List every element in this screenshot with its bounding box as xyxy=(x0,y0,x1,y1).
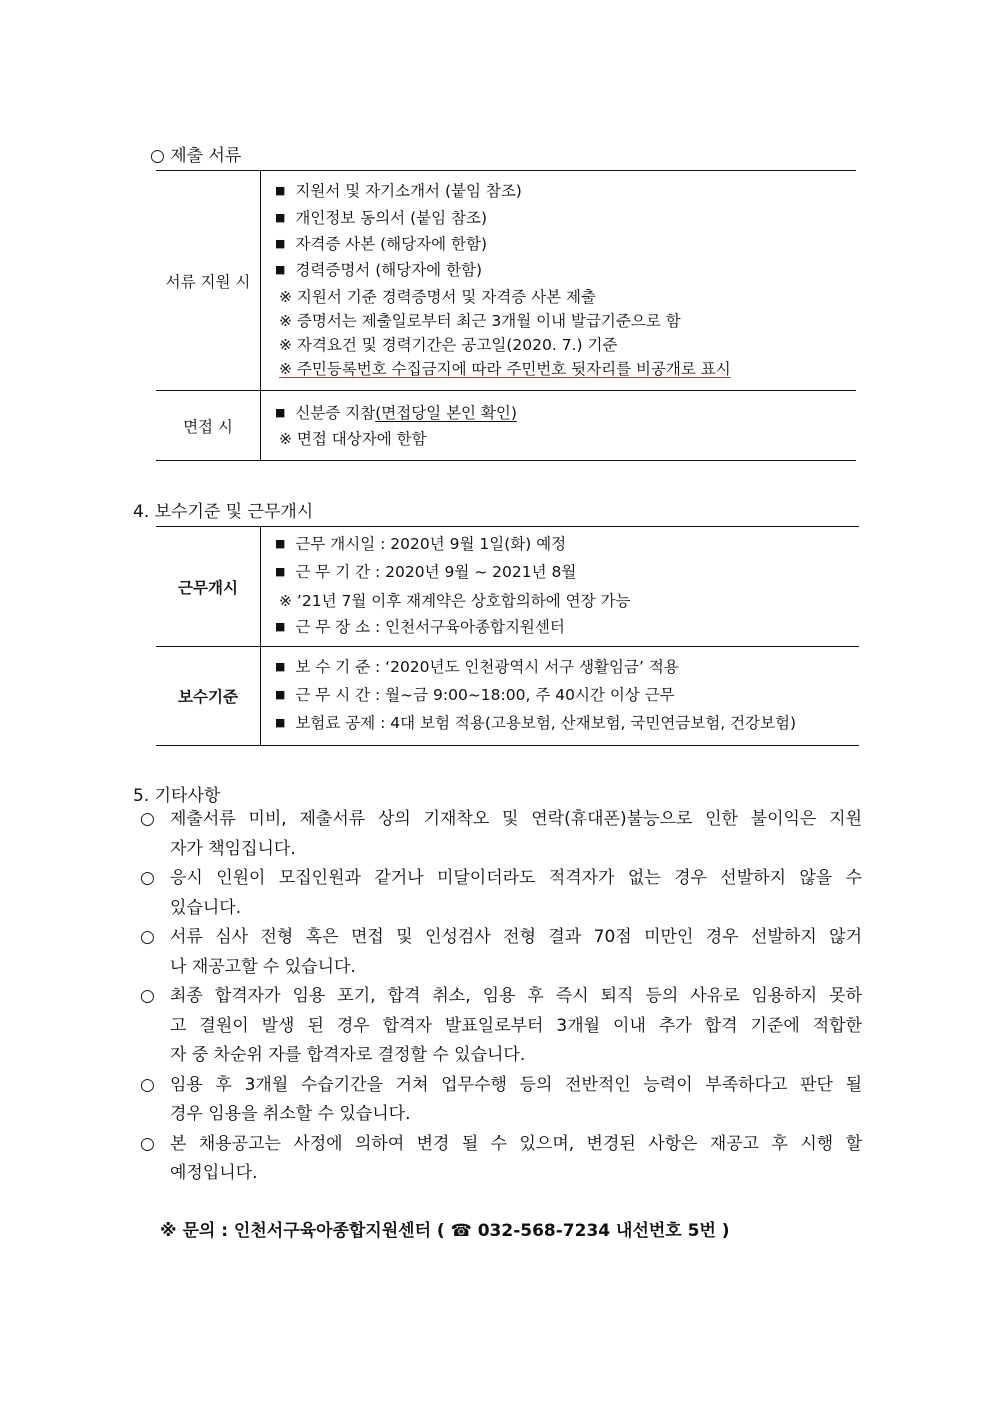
list-item: ■ 근 무 기 간 : 2020년 9월 ~ 2021년 8월 xyxy=(275,559,859,588)
list-item: ○ 제출서류 미비, 제출서류 상의 기재착오 및 연락(휴대폰)불능으로 인한 불이익은 지원 자가 책임집니다. xyxy=(140,805,862,864)
table-row xyxy=(156,391,856,461)
circle-marker: ○ xyxy=(140,1074,155,1095)
list-item: ■ 근 무 시 간 : 월~금 9:00~18:00, 주 40시간 이상 근무 xyxy=(275,682,859,710)
circle-marker: ○ xyxy=(140,927,155,947)
submission-heading: ○ 제출 서류 xyxy=(150,146,242,166)
list-item: ○ 임용 후 3개월 수습기간을 거쳐 업무수행 등의 전반적인 능력이 부족하다고 판단 될 경우 임용을 취소할 수 있습니다. xyxy=(140,1071,862,1130)
list-item: ■ 경력증명서 (해당자에 한함) xyxy=(275,258,856,284)
table-row xyxy=(156,527,859,647)
circle-marker: ○ xyxy=(140,1133,155,1154)
circle-marker: ○ xyxy=(140,809,155,829)
circle-marker: ○ xyxy=(140,986,155,1006)
note-item: ※ 자격요건 및 경력기간은 공고일(2020. 7.) 기준 xyxy=(279,336,618,355)
privacy-note: ※ 주민등록번호 수집금지에 따라 주민번호 뒷자리를 비공개로 표시 xyxy=(279,360,731,379)
list-item: ○ 응시 인원이 모집인원과 같거나 미달이더라도 적격자가 없는 경우 선발하지 않을 수 있습니다. xyxy=(140,864,862,923)
table-row xyxy=(156,647,859,746)
row-content xyxy=(261,647,860,746)
phone-icon: ☎ xyxy=(450,1221,472,1241)
list-item: ■ 보험료 공제 : 4대 보험 적용(고용보험, 산재보험, 국민연금보험, 건강보험) xyxy=(275,710,859,738)
row-content xyxy=(261,527,860,647)
contact-line: ※ 문의 : 인천서구육아종합지원센터 ( ☎ 032-568-7234 내선번호 5번 ) xyxy=(160,1221,730,1241)
other-items-list xyxy=(140,805,862,1189)
list-item: ■ 근무 개시일 : 2020년 9월 1일(화) 예정 xyxy=(275,531,859,560)
row-label: 서류 지원 시 xyxy=(156,171,261,391)
circle-marker: ○ xyxy=(140,868,155,888)
list-item: ○ 최종 합격자가 임용 포기, 합격 취소, 임용 후 즉시 퇴직 등의 사유로 임용하지 못하 고 결원이 발생 된 경우 합격자 발표일로부터 3개월 이내 추가 합격 기준에 적합한 자 중 차순위 자를 합격자로 결정할 수 있습니다. xyxy=(140,982,862,1071)
list-item: ■ 신분증 지참(면접당일 본인 확인) xyxy=(275,401,856,427)
row-label: 근무개시 xyxy=(156,527,261,647)
row-content xyxy=(261,171,857,391)
list-item: ○ 서류 심사 전형 혹은 면접 및 인성검사 전형 결과 70점 미만인 경우 선발하지 않거 나 재공고할 수 있습니다. xyxy=(140,923,862,982)
list-item: ○ 본 채용공고는 사정에 의하여 변경 될 수 있으며, 변경된 사항은 재공고 후 시행 할 예정입니다. xyxy=(140,1130,862,1189)
row-label: 면접 시 xyxy=(156,391,261,461)
row-label: 보수기준 xyxy=(156,647,261,746)
table-row xyxy=(156,171,856,391)
list-item: ■ 지원서 및 자기소개서 (붙임 참조) xyxy=(275,179,856,205)
note-item: ※ ’21년 7월 이후 재계약은 상호합의하에 연장 가능 xyxy=(279,591,631,610)
row-content xyxy=(261,391,857,461)
submission-table xyxy=(156,170,856,461)
note-item: ※ 증명서는 제출일로부터 최근 3개월 이내 발급기준으로 함 xyxy=(279,311,681,330)
other-heading: 5. 기타사항 xyxy=(133,786,221,806)
pay-heading: 4. 보수기준 및 근무개시 xyxy=(133,502,314,522)
pay-table xyxy=(156,526,859,746)
note-item: ※ 면접 대상자에 한함 xyxy=(279,429,427,448)
list-item: ■ 근 무 장 소 : 인천서구육아종합지원센터 xyxy=(275,614,859,643)
list-item: ■ 개인정보 동의서 (붙임 참조) xyxy=(275,206,856,232)
interview-id-note: (면접당일 본인 확인) xyxy=(375,403,517,422)
note-item: ※ 지원서 기준 경력증명서 및 자격증 사본 제출 xyxy=(279,287,596,306)
list-item: ■ 자격증 사본 (해당자에 한함) xyxy=(275,232,856,258)
list-item: ■ 보 수 기 준 : ‘2020년도 인천광역시 서구 생활임금’ 적용 xyxy=(275,654,859,682)
